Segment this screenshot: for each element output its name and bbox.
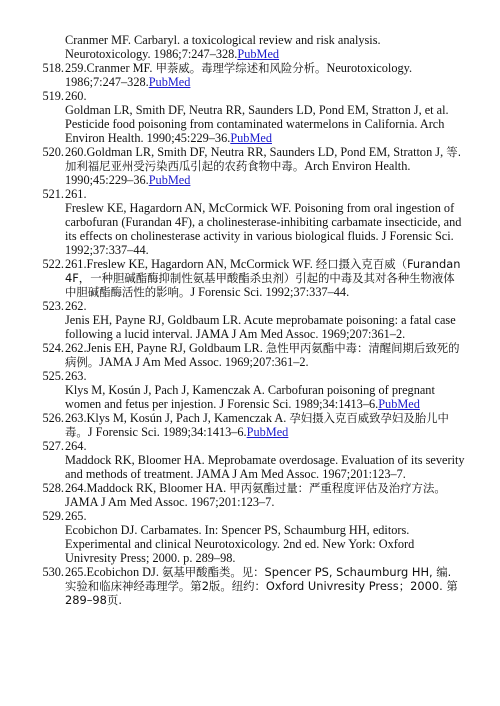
reference-entry [0,383,500,411]
pubmed-link[interactable]: PubMed [378,397,420,411]
reference-text-body: 263. [65,369,87,383]
reference-text-chinese: 甲萘威。毒理学综述和风险分析。 [155,61,327,75]
reference-text [65,187,465,201]
reference-text-body: Arch Environ Health. 1990;45:229–36. [65,159,411,187]
reference-entry [0,257,500,299]
reference-text [65,201,465,257]
reference-entry [0,411,500,439]
reference-text [65,509,465,523]
reference-entry [0,187,500,201]
reference-text [65,145,465,187]
reference-entry [0,509,500,523]
reference-text [65,411,465,439]
reference-text-lead: 261.Freslew KE, Hagardorn AN, McCormick WF. [65,257,316,271]
reference-text-chinese: 经口摄入克百威（Furandan 4F，一种胆碱酯酶抑制性氨基甲酸酯杀虫剂）引起的中毒及其对各种生物液体中胆碱酯酶活性的影响。 [65,257,461,299]
reference-entry [0,299,500,313]
pubmed-link[interactable]: PubMed [148,173,191,187]
reference-entry [0,341,500,369]
reference-text [65,369,465,383]
reference-text-lead: 263.Klys M, Kosún J, Pach J, Kamenczak A. [65,411,290,425]
reference-text [65,565,465,607]
reference-text [65,523,465,565]
reference-number: 518. [42,61,64,75]
pubmed-link[interactable]: PubMed [148,75,191,89]
reference-number: 525. [42,369,64,383]
reference-entry [0,369,500,383]
reference-text-body: JAMA J Am Med Assoc. 1969;207:361–2. [99,355,309,369]
reference-text [65,257,465,299]
reference-entry [0,439,500,453]
reference-text [65,341,465,369]
reference-entry [0,565,500,607]
reference-text-chinese: 孕妇摄入克百威致孕妇及胎儿中毒。 [65,411,449,439]
reference-text [65,481,465,509]
reference-text-chinese: 等. 加利福尼亚州受污染西瓜引起的农药食物中毒。 [65,145,462,173]
reference-text-body: Klys M, Kosún J, Pach J, Kamenczak A. Carbofuran poisoning of pregnant women and fetus per injestion. J Forensic Sci. 1989;34:1413–6. [65,383,435,411]
reference-number: 529. [42,509,64,523]
pubmed-link[interactable]: PubMed [246,425,289,439]
reference-entry [0,313,500,341]
reference-text-body: Freslew KE, Hagardorn AN, McCormick WF. Poisoning from oral ingestion of carbofuran (Furandan 4F), a cholinesterase-inhibiting carbamate insecticide, and its effects on cholinesterase activity in various biological fluids. J Forensic Sci. 1992;37:337–44. [65,201,462,257]
reference-text-body: Neurotoxicology. 1986;7:247–328. [65,61,413,89]
pubmed-link[interactable]: PubMed [237,47,280,61]
reference-text-lead: 265.Ecobichon DJ. [65,565,162,579]
reference-entry [0,201,500,257]
reference-text-body: 262. [65,299,87,313]
reference-entry [0,145,500,187]
reference-text-body: 265. [65,509,87,523]
reference-text [65,439,465,453]
reference-entry [0,103,500,145]
reference-number: 521. [42,187,64,201]
reference-text-body: Cranmer MF. Carbaryl. a toxicological review and risk analysis. Neurotoxicology. 1986;7:247–328. [65,33,381,61]
reference-number: 524. [42,341,64,355]
reference-number: 523. [42,299,64,313]
reference-text [65,313,465,341]
pubmed-link[interactable]: PubMed [230,131,272,145]
reference-text [65,299,465,313]
reference-text-body: Maddock RK, Bloomer HA. Meprobamate overdosage. Evaluation of its severity and methods of treatment. JAMA J Am Med Assoc. 1967;201:123–7. [65,453,465,481]
reference-text-chinese: 急性甲丙氨酯中毒：清醒间期后致死的病例。 [65,341,460,369]
reference-text [65,383,465,411]
reference-entry [0,33,500,61]
reference-text-chinese: 甲丙氨酯过量：严重程度评估及治疗方法。 [229,481,446,495]
reference-text-body: JAMA J Am Med Assoc. 1967;201:123–7. [65,495,275,509]
reference-text [65,61,465,89]
reference-number: 519. [42,89,64,103]
reference-text [65,103,465,145]
reference-text-chinese: 氨基甲酸酯类。见：Spencer PS, Schaumburg HH, 编. 实验和临床神经毒理学。第2版。纽约：Oxford Univresity Press；2000. 第289–98页. [65,565,458,607]
reference-text-lead: 259.Cranmer MF. [65,61,156,75]
reference-number: 528. [42,481,64,495]
reference-text-body: 260. [65,89,87,103]
reference-text-body: J Forensic Sci. 1989;34:1413–6. [87,425,247,439]
reference-entry [0,61,500,89]
reference-text [65,89,465,103]
reference-text-lead: 260.Goldman LR, Smith DF, Neutra RR, Saunders LD, Pond EM, Stratton J, [65,145,447,159]
reference-entry [0,89,500,103]
reference-text-body: 264. [65,439,87,453]
reference-number: 530. [42,565,64,579]
reference-number: 522. [42,257,64,271]
reference-text [65,33,465,61]
reference-text-lead: 262.Jenis EH, Payne RJ, Goldbaum LR. [65,341,266,355]
reference-text-body: J Forensic Sci. 1992;37:337–44. [190,285,350,299]
reference-text-body: 261. [65,187,87,201]
reference-entry [0,481,500,509]
reference-text-lead: 264.Maddock RK, Bloomer HA. [65,481,230,495]
reference-text-body: Jenis EH, Payne RJ, Goldbaum LR. Acute meprobamate poisoning: a fatal case following a lucid interval. JAMA J Am Med Assoc. 1969;207:361–2. [65,313,456,341]
reference-text [65,453,465,481]
reference-entry [0,523,500,565]
reference-number: 526. [42,411,64,425]
reference-list [0,33,500,607]
reference-number: 520. [42,145,64,159]
reference-text-body: Ecobichon DJ. Carbamates. In: Spencer PS, Schaumburg HH, editors. Experimental and clinical Neurotoxicology. 2nd ed. New York: Oxford Univresity Press; 2000. p. 289–98. [65,523,415,565]
reference-entry [0,453,500,481]
reference-number: 527. [42,439,64,453]
reference-text-body: Goldman LR, Smith DF, Neutra RR, Saunders LD, Pond EM, Stratton J, et al. Pesticide food poisoning from contaminated watermelons in California. Arch Environ Health. 1990;45:229–36. [65,103,449,145]
